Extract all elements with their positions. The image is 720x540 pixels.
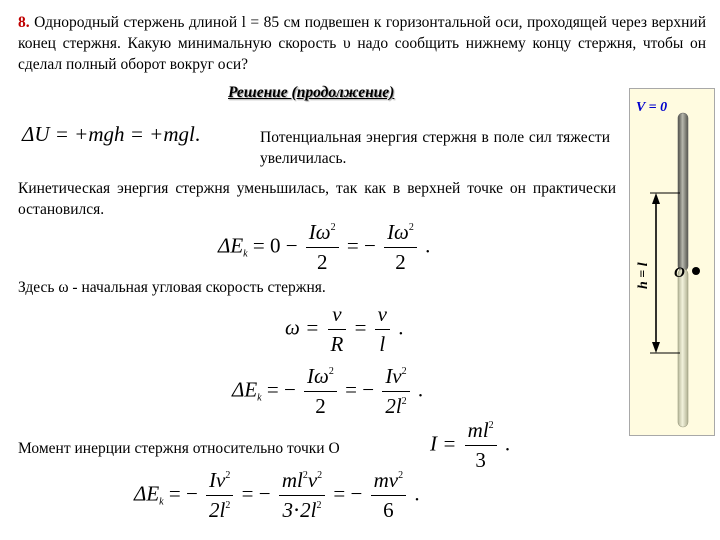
omega-frac2 — [375, 302, 390, 357]
formula-ek3 — [134, 468, 420, 523]
ek2-frac2 — [382, 364, 409, 419]
ek3-dsup2: 2 — [316, 500, 322, 511]
height-arrow-down-icon — [652, 342, 660, 353]
formula-potential-eq2: = +mgl — [129, 122, 195, 146]
formula-ek2 — [232, 364, 423, 419]
ek3-frac1 — [206, 468, 233, 523]
inertia-lhs: I = — [430, 431, 457, 456]
omega-num1: v — [332, 302, 342, 326]
solution-heading: Решение (продолжение) — [228, 84, 395, 101]
ek1-end: . — [425, 233, 431, 258]
ek3-frac2 — [279, 468, 325, 523]
rod-diagram-panel — [629, 88, 715, 436]
ek3-num3: mv — [373, 468, 399, 492]
formula-ek1 — [218, 220, 430, 275]
ek3-den2: 3⋅2l — [282, 498, 317, 522]
ek3-part2: = − — [241, 481, 271, 506]
formula-potential — [22, 122, 200, 147]
ek2-den1: 2 — [304, 391, 337, 419]
pivot-label: O — [674, 265, 685, 281]
ek2-dsup2: 2 — [401, 396, 407, 407]
formula-potential-lhs: ΔU — [22, 122, 50, 146]
omega-den1: R — [328, 329, 347, 357]
ek1-num2: Iω — [387, 220, 409, 244]
rod-diagram — [630, 89, 714, 435]
pivot-point-icon — [692, 267, 700, 275]
ek3-num2b: v — [307, 468, 318, 492]
velocity-label: V = 0 — [636, 100, 668, 115]
ek2-part2: = − — [345, 377, 375, 402]
ek3-end: . — [414, 481, 420, 506]
omega-den2: l — [375, 329, 390, 357]
ek3-sup1: 2 — [225, 470, 231, 481]
ek3-num1: Iv — [209, 468, 226, 492]
inertia-frac — [465, 418, 497, 473]
omega-num2: v — [377, 302, 387, 326]
inertia-sup: 2 — [488, 420, 494, 431]
ek3-sub: k — [159, 496, 164, 508]
kinetic-text: Кинетическая энергия стержня уменьшилась, так как в верхней точке он практически остановился. — [18, 180, 616, 218]
ek3-part3: = − — [333, 481, 363, 506]
formula-inertia — [430, 418, 510, 473]
ek3-nsup2b: 2 — [317, 470, 323, 481]
ek3-lhs: ΔE — [134, 481, 160, 506]
ek2-sup2: 2 — [401, 366, 407, 377]
ek3-part1: = − — [168, 481, 198, 506]
ek1-frac2 — [384, 220, 417, 275]
ek1-part1: = 0 − — [252, 233, 298, 258]
inertia-den: 3 — [465, 445, 497, 473]
inertia-num: ml — [467, 418, 489, 442]
ek3-num2: ml — [281, 468, 303, 492]
ek2-lhs: ΔE — [232, 377, 258, 402]
ek2-part1: = − — [266, 377, 296, 402]
ek1-den1: 2 — [306, 247, 339, 275]
ek2-num1: Iω — [307, 364, 329, 388]
ek2-frac1 — [304, 364, 337, 419]
problem-text: Однородный стержень длиной l = 85 см подвешен к горизонтальной оси, проходящей через верхний конец стержня. Какую минимальную скорость υ надо сообщить нижнему концу стержня, чтобы он сделал полный оборот вокруг оси? — [18, 14, 706, 73]
ek1-part2: = − — [346, 233, 376, 258]
omega-eq: = — [354, 315, 367, 340]
problem-number: 8. — [18, 14, 30, 31]
inertia-text: Момент инерции стержня относительно точки О — [18, 440, 340, 457]
inertia-end: . — [504, 431, 511, 456]
ek2-sup1: 2 — [328, 366, 334, 377]
height-arrow-up-icon — [652, 193, 660, 204]
ek3-den3: 6 — [371, 495, 407, 523]
formula-potential-end: . — [194, 122, 201, 146]
height-label: h = l — [636, 262, 651, 289]
ek1-frac1 — [306, 220, 339, 275]
potential-text: Потенциальная энергия стержня в поле сил тяжести увеличилась. — [260, 129, 610, 167]
rod-upper — [678, 113, 688, 271]
problem-statement — [18, 12, 706, 75]
formula-omega — [285, 302, 404, 357]
ek1-lhs: ΔE — [218, 233, 244, 258]
ek1-sup1: 2 — [330, 222, 336, 233]
ek3-den1: 2l — [209, 498, 226, 522]
ek2-sub: k — [257, 392, 262, 404]
ek1-den2: 2 — [384, 247, 417, 275]
ek2-end: . — [417, 377, 424, 402]
ek3-dsup1: 2 — [225, 500, 231, 511]
ek3-nsup2a: 2 — [302, 470, 308, 481]
omega-end: . — [398, 315, 404, 340]
ek3-frac3 — [371, 468, 407, 523]
formula-potential-eq1: = +mgh — [54, 122, 125, 146]
ek1-num1: Iω — [308, 220, 331, 244]
ek2-num2: Iv — [385, 364, 402, 388]
ek1-sub: k — [243, 248, 248, 260]
ek1-sup2: 2 — [408, 222, 414, 233]
omega-lhs: ω = — [285, 315, 320, 340]
rod-lower — [678, 269, 688, 427]
ek3-sup3: 2 — [398, 470, 404, 481]
ek2-den2: 2l — [385, 394, 402, 418]
omega-frac1 — [328, 302, 347, 357]
omega-text: Здесь ω - начальная угловая скорость стержня. — [18, 279, 326, 296]
